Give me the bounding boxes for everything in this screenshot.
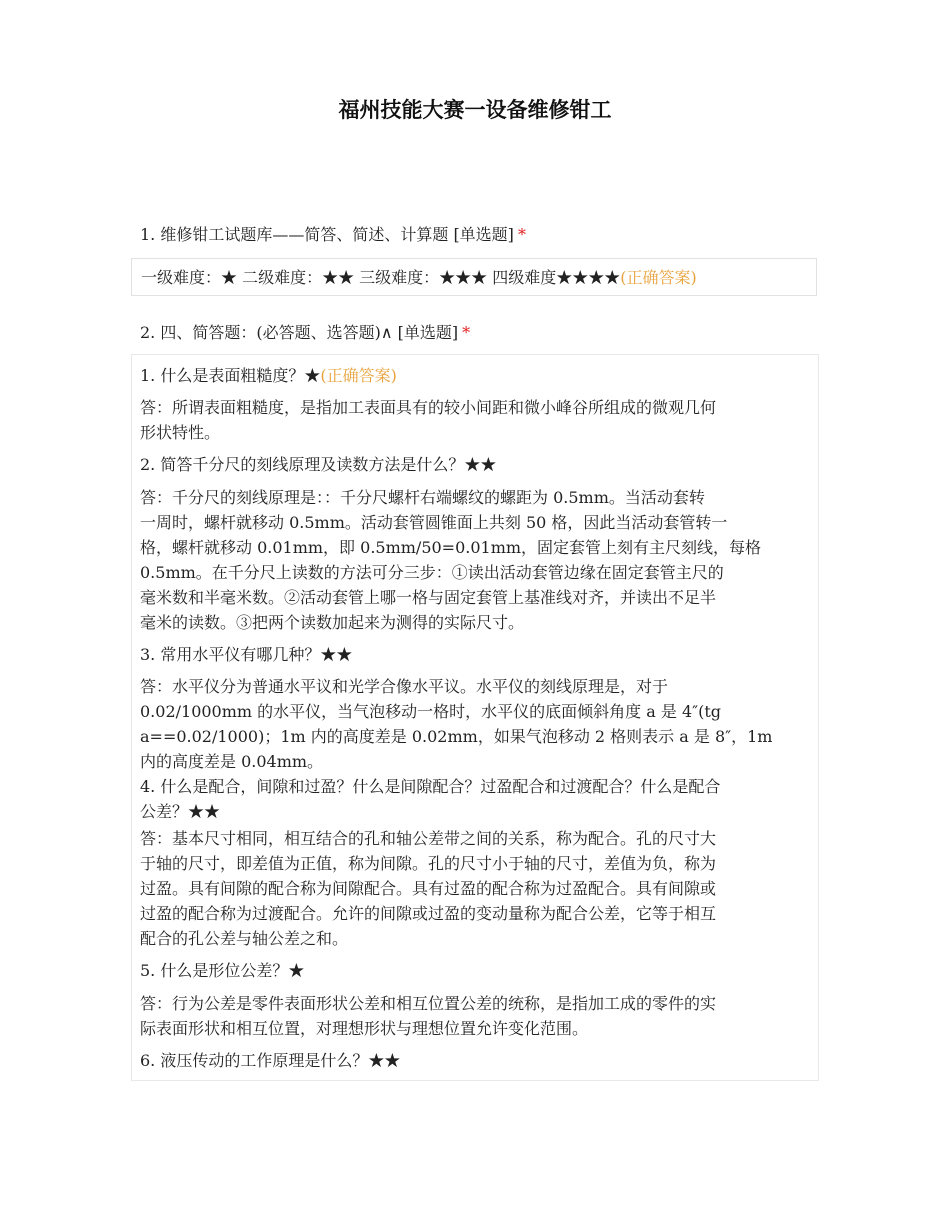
answer-line-text: 0.5mm。在千分尺上读数的方法可分三步：①读出活动套管边缘在固定套管主尺的 (140, 563, 724, 582)
answer-line (140, 452, 812, 477)
answer-line-text: 答：基本尺寸相同，相互结合的孔和轴公差带之间的关系，称为配合。孔的尺寸大 (140, 829, 717, 848)
answer-line-text: 内的高度差是 0.04mm。 (140, 752, 324, 771)
answer-line (140, 610, 812, 635)
answer-line (140, 420, 812, 445)
answer-line-text: 于轴的尺寸，即差值为正值，称为间隙。孔的尺寸小于轴的尺寸，差值为负，称为 (140, 854, 717, 873)
answer-line (140, 699, 812, 724)
answer-line (140, 363, 812, 388)
answer-line-text: 4. 什么是配合，间隙和过盈？什么是间隙配合？过盈配合和过渡配合？什么是配合 (140, 777, 721, 796)
question-2-text: 2. 四、简答题：(必答题、选答题)∧ [单选题] (140, 323, 459, 342)
answer-line (140, 510, 812, 535)
answer-line (140, 901, 812, 926)
answer-line-text: 格，螺杆就移动 0.01mm，即 0.5mm/50=0.01mm，固定套管上刻有主尺刻线，每格 (140, 538, 762, 557)
answer-line (140, 799, 812, 824)
answer-line-text: a==0.02/1000)；1m 内的高度差是 0.02mm，如果气泡移动 2 格则表示 a 是 8″，1m (140, 727, 773, 746)
answer-line-text: 5. 什么是形位公差？★ (140, 961, 305, 980)
answer-line (140, 1016, 812, 1041)
answer-line-text: 2. 简答千分尺的刻线原理及读数方法是什么？★★ (140, 455, 497, 474)
answer-line-text: 公差？★★ (140, 802, 221, 821)
page-title: 福州技能大赛一设备维修钳工 (338, 98, 612, 122)
answer-line-text: 毫米的读数。③把两个读数加起来为测得的实际尺寸。 (140, 613, 525, 632)
answer-line (140, 958, 812, 983)
answer-line-text: 过盈的配合称为过渡配合。允许的间隙或过盈的变动量称为配合公差，它等于相互 (140, 904, 717, 923)
correct-answer-label: (正确答案) (620, 268, 697, 287)
question-2-header (140, 320, 470, 343)
answer-line-text: 3. 常用水平仪有哪几种？★★ (140, 645, 353, 664)
question-1-text: 1. 维修钳工试题库——简答、简述、计算题 [单选题] (140, 225, 514, 244)
answer-line-text: 答：水平仪分为普通水平议和光学合像水平议。水平仪的刻线原理是，对于 (140, 677, 669, 696)
answer-line (140, 560, 812, 585)
answer-line-text: 形状特性。 (140, 423, 221, 442)
answer-line (140, 395, 812, 420)
required-asterisk: * (462, 323, 471, 342)
answer-line-text: 毫米数和半毫米数。②活动套管上哪一格与固定套管上基准线对齐，并读出不足半 (140, 588, 717, 607)
answer-line-text: 0.02/1000mm 的水平仪，当气泡移动一格时，水平仪的底面倾斜角度 a 是 4″(tg (140, 702, 722, 721)
required-asterisk: * (517, 225, 526, 244)
answer-line (140, 774, 812, 799)
answer-line-text: 际表面形状和相互位置，对理想形状与理想位置允许变化范围。 (140, 1019, 589, 1038)
answer-line (140, 991, 812, 1016)
answer-line-text: 1. 什么是表面粗糙度？★ (140, 366, 321, 385)
answer-line (140, 749, 812, 774)
answer-line (140, 485, 812, 510)
correct-answer-label: (正确答案) (320, 366, 397, 385)
answer-line-text: 答：行为公差是零件表面形状公差和相互位置公差的统称，是指加工成的零件的实 (140, 994, 717, 1013)
answer-line (140, 1048, 812, 1073)
answer-line (140, 535, 812, 560)
answer-line (140, 642, 812, 667)
answer-line (140, 585, 812, 610)
answer-line-text: 一周时，螺杆就移动 0.5mm。活动套管圆锥面上共刻 50 格，因此当活动套管转一 (140, 513, 728, 532)
question-1-header (140, 222, 526, 245)
answer-line (140, 926, 812, 951)
answer-line (140, 674, 812, 699)
answer-line-text: 过盈。具有间隙的配合称为间隙配合。具有过盈的配合称为过盈配合。具有间隙或 (140, 879, 717, 898)
option-text: 一级难度：★ 二级难度：★★ 三级难度：★★★ 四级难度★★★★ (141, 268, 621, 287)
answer-line (140, 724, 812, 749)
answer-line-text: 配合的孔公差与轴公差之和。 (140, 929, 349, 948)
question-1-option[interactable] (131, 258, 817, 296)
answer-line-text: 6. 液压传动的工作原理是什么？★★ (140, 1051, 401, 1070)
answer-line (140, 826, 812, 851)
answer-line-text: 答：千分尺的刻线原理是：：千分尺螺杆右端螺纹的螺距为 0.5mm。当活动套转 (140, 488, 705, 507)
answer-line (140, 876, 812, 901)
answer-line-text: 答：所谓表面粗糙度，是指加工表面具有的较小间距和微小峰谷所组成的微观几何 (140, 398, 717, 417)
answer-line (140, 851, 812, 876)
